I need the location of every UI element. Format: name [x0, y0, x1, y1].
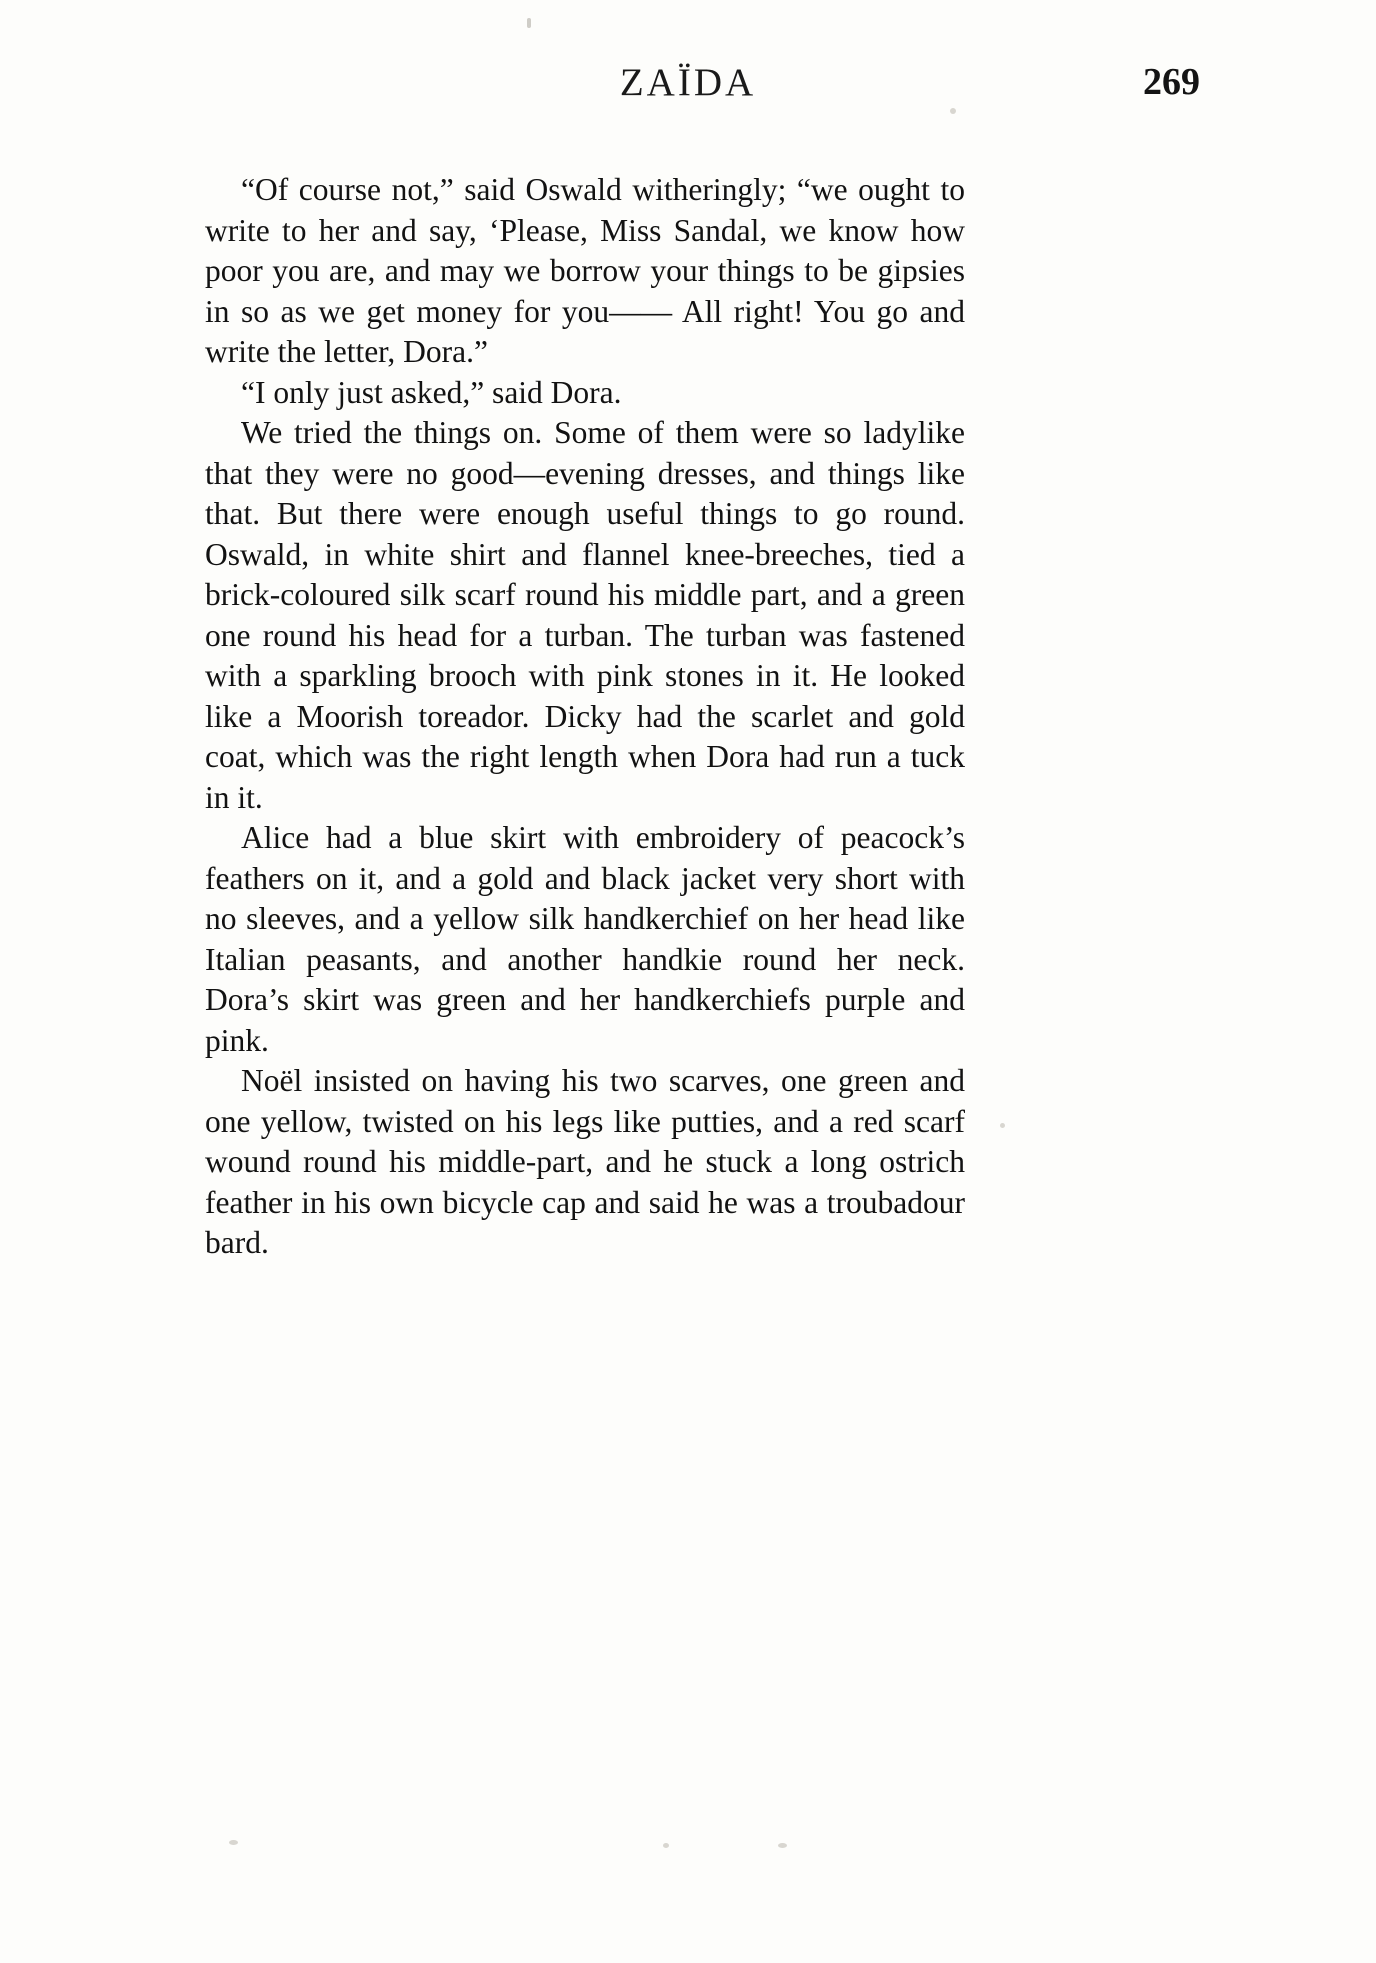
paragraph-oswald-quote: “Of course not,” said Oswald witheringly; “we ought to write to her and say, ‘Please, Miss Sandal, we know how poor you are, and may we borrow your things to be gipsies in so as we get money for you—— All right! You go and write the letter, Dora.” [205, 172, 965, 369]
paragraph-noel: Noël insisted on having his two scarves, one green and one yellow, twisted on his legs like putties, and a red scarf wound round his middle-part, and he stuck a long ostrich feather in his own bicycle cap and said he was a troubadour bard. [205, 1063, 965, 1260]
paragraph-trying-things-on: We tried the things on. Some of them were so ladylike that they were no good—evening dresses, and things like that. But there were enough useful things to go round. Oswald, in white shirt and flannel knee-breeches, tied a brick-coloured silk scarf round his middle part, and a green one round his head for a turban. The turban was fastened with a sparkling brooch with pink stones in it. He looked like a Moorish toreador. Dicky had the scarlet and gold coat, which was the right length when Dora had run a tuck in it. [205, 415, 965, 815]
scan-speck [778, 1843, 787, 1848]
scan-speck [950, 108, 956, 114]
body-text-column [205, 170, 965, 1264]
page-header [176, 60, 1200, 120]
running-head-title: ZAÏDA [619, 61, 757, 104]
paragraph-dora-reply: “I only just asked,” said Dora. [241, 374, 622, 410]
scan-speck [229, 1840, 238, 1845]
page-number: 269 [1143, 61, 1200, 103]
paragraph-alice: Alice had a blue skirt with embroidery of peacock’s feathers on it, and a gold and black jacket very short with no sleeves, and a yellow silk handkerchief on her head like Italian peasants, and another handkie round her neck. Dora’s skirt was green and her handkerchiefs purple and pink. [205, 820, 965, 1058]
scan-speck [663, 1843, 669, 1848]
scan-speck [1000, 1123, 1005, 1128]
scan-speck [527, 18, 531, 28]
